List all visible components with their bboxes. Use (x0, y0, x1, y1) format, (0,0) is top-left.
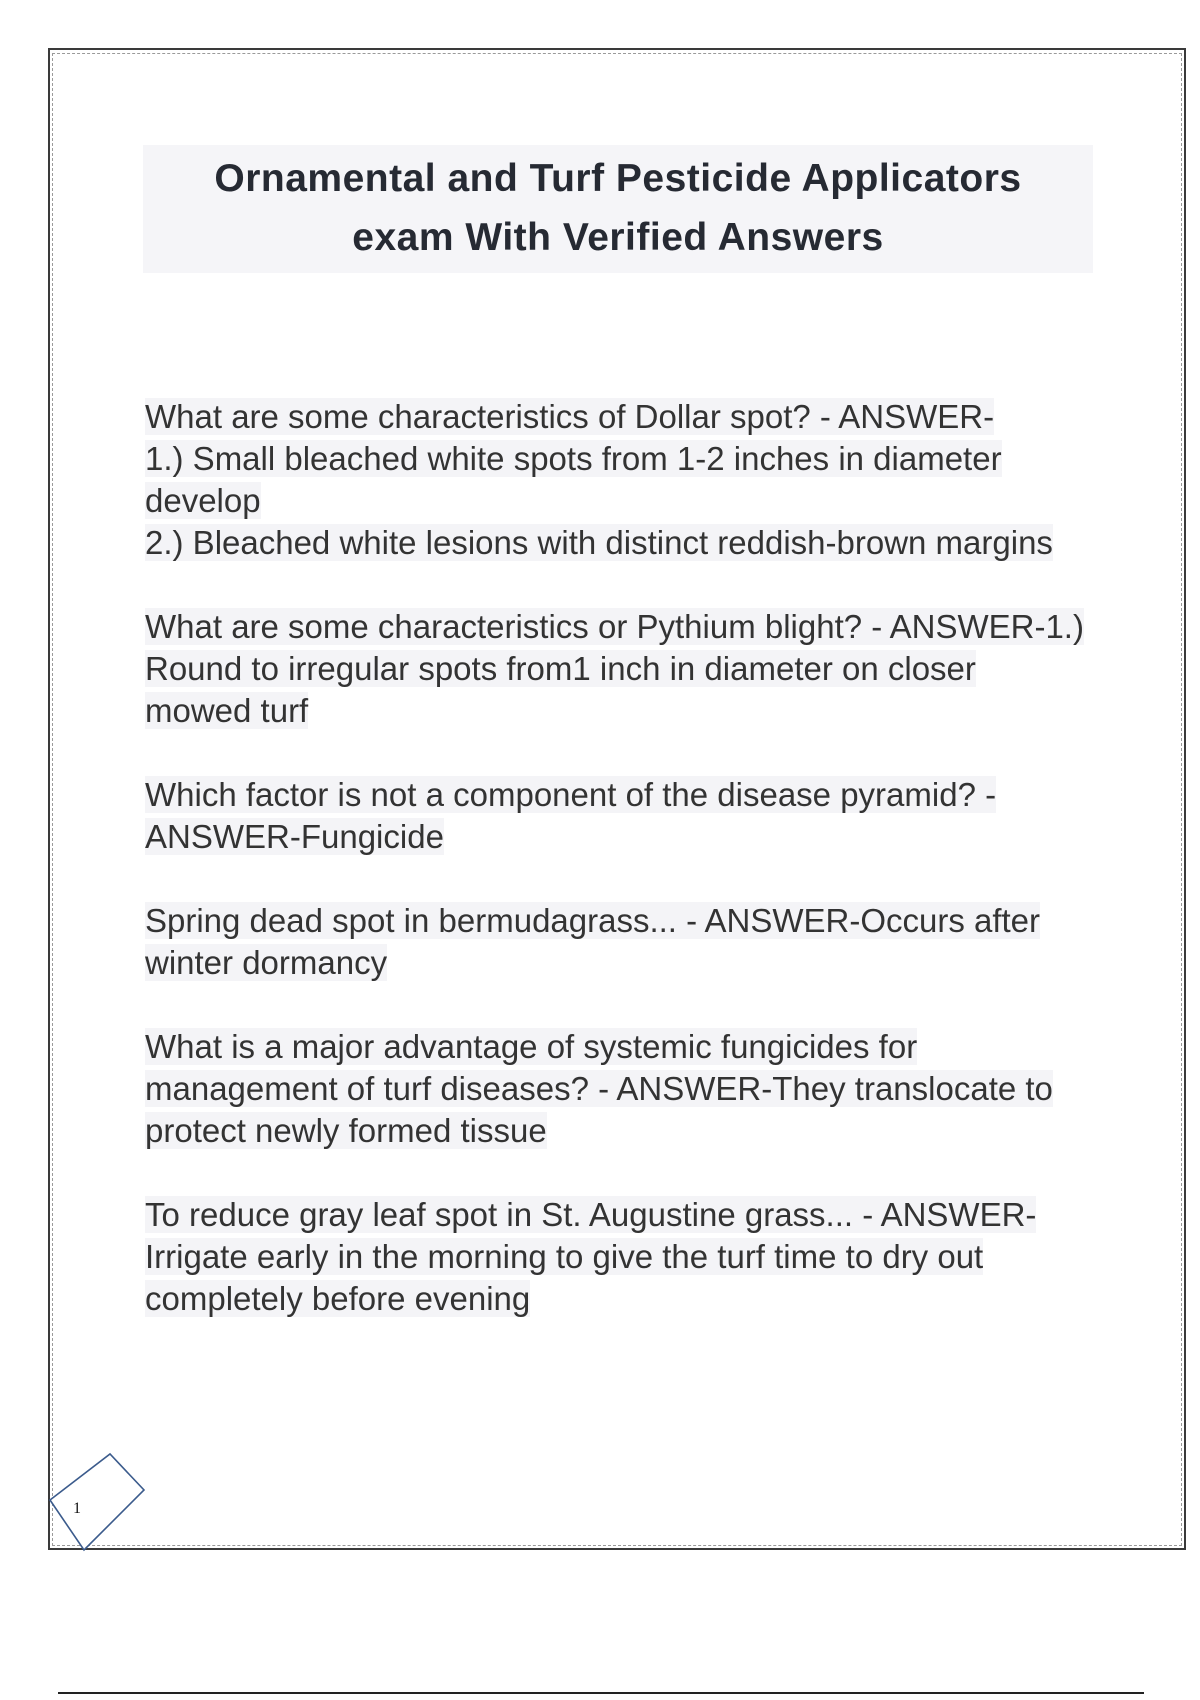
qa-text: Which factor is not a component of the disease pyramid? - ANSWER-Fungicide (145, 776, 997, 855)
qa-item-spring-dead-spot (145, 900, 1085, 984)
qa-item-dollar-spot (145, 396, 1085, 564)
title-line-1: Ornamental and Turf Pesticide Applicators (214, 157, 1022, 200)
footer-rule (58, 1692, 1144, 1694)
qa-text: To reduce gray leaf spot in St. Augustine grass... - ANSWER-Irrigate early in the morning to give the turf time to dry out completely before evening (145, 1196, 1037, 1317)
page-number: 1 (73, 1500, 81, 1517)
qa-item-gray-leaf-spot (145, 1194, 1085, 1320)
page-number-diamond-icon (48, 1452, 158, 1552)
qa-text: What are some characteristics or Pythium blight? - ANSWER-1.) Round to irregular spots from1 inch in diameter on closer mowed turf (145, 608, 1084, 729)
title-line-2: exam With Verified Answers (352, 216, 884, 259)
qa-item-systemic-fungicides (145, 1026, 1085, 1152)
qa-item-pythium-blight (145, 606, 1085, 732)
qa-text: Spring dead spot in bermudagrass... - ANSWER-Occurs after winter dormancy (145, 902, 1041, 981)
qa-text: What is a major advantage of systemic fungicides for management of turf diseases? - ANSWER-They translocate to protect newly formed tissue (145, 1028, 1053, 1149)
document-title (143, 145, 1093, 273)
qa-text: What are some characteristics of Dollar spot? - ANSWER- 1.) Small bleached white spots from 1-2 inches in diameter develop 2.) Bleached white lesions with distinct reddish-brown margins (145, 398, 1053, 561)
qa-list (145, 396, 1085, 1362)
qa-item-disease-pyramid (145, 774, 1085, 858)
